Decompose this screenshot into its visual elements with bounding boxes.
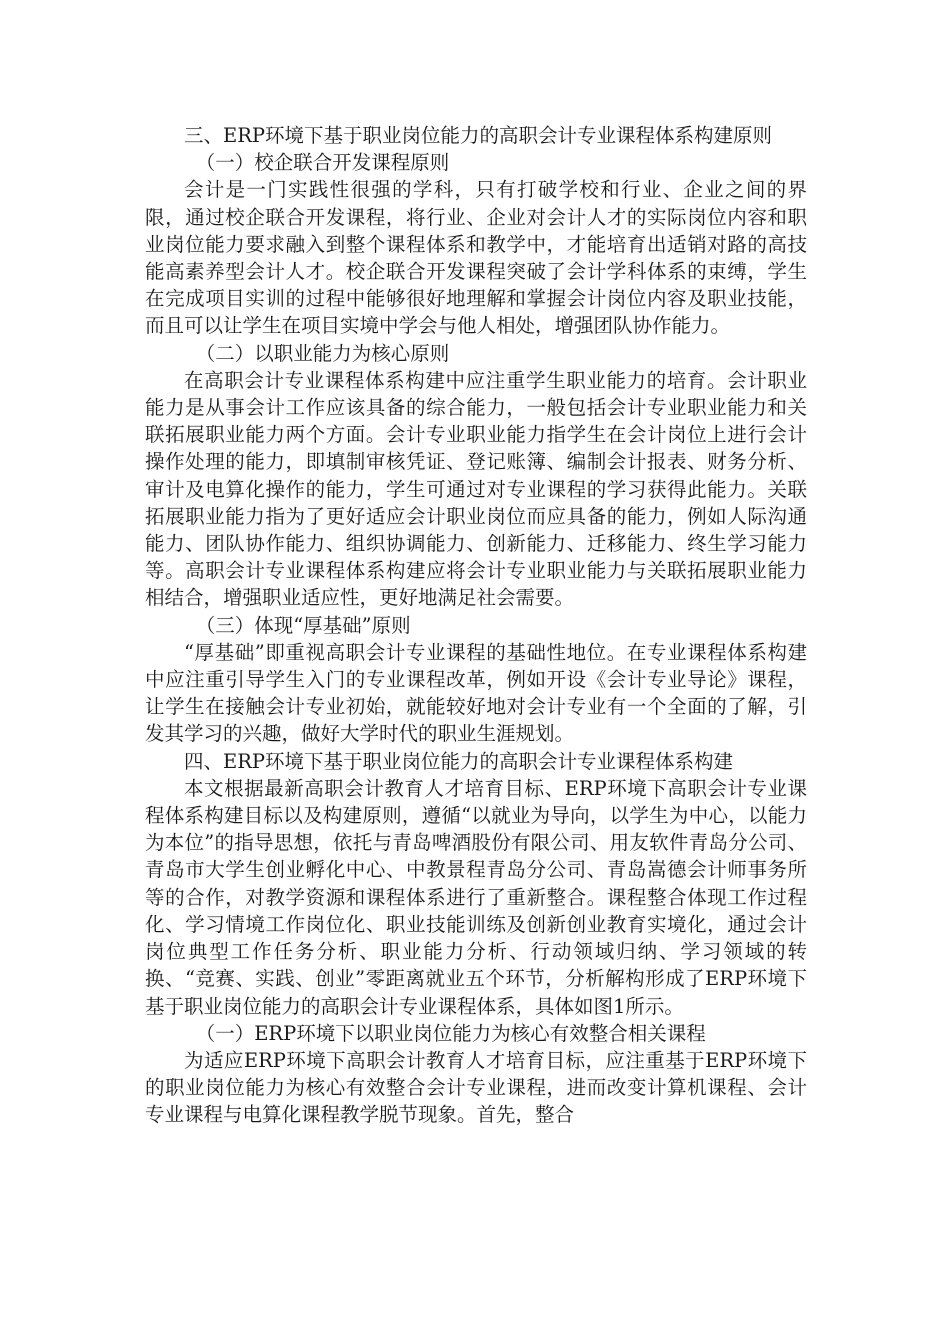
section-3-3-heading: （三）体现“厚基础”原则: [195, 613, 411, 637]
section-4-heading: 四、ERP环境下基于职业岗位能力的高职会计专业课程体系构建: [184, 749, 734, 773]
section-3-1-heading: （一）校企联合开发课程原则: [195, 151, 450, 175]
section-3-2-heading: （二）以职业能力为核心原则: [195, 341, 450, 365]
section-4-1-heading: （一）ERP环境下以职业岗位能力为核心有效整合相关课程: [195, 1021, 706, 1045]
section-4-paragraph: 本文根据最新高职会计教育人才培育目标、ERP环境下高职会计专业课程体系构建目标以及构建原则，遵循“以就业为导向，以学生为中心，以能力为本位”的指导思想，依托与青岛啤酒股份有限公司、用友软件青岛分公司、青岛市大学生创业孵化中心、中教景程青岛分公司、青岛嵩德会计师事务所等的合作，对教学资源和课程体系进行了重新整合。课程整合体现工作过程化、学习情境工作岗位化、职业技能训练及创新创业教育实境化，通过会计岗位典型工作任务分析、职业能力分析、行动领域归纳、学习领域的转换、“竞赛、实践、创业”零距离就业五个环节，分析解构形成了ERP环境下基于职业岗位能力的高职会计专业课程体系，具体如图1所示。: [145, 776, 807, 1018]
section-3-heading: 三、ERP环境下基于职业岗位能力的高职会计专业课程体系构建原则: [184, 124, 773, 147]
section-4-1-paragraph: 为适应ERP环境下高职会计教育人才培育目标，应注重基于ERP环境下的职业岗位能力为核心有效整合会计专业课程，进而改变计算机课程、会计专业课程与电算化课程教学脱节现象。首先，整合: [145, 1048, 807, 1127]
section-3-1-paragraph: 会计是一门实践性很强的学科，只有打破学校和行业、企业之间的界限，通过校企联合开发课程，将行业、企业对会计人才的实际岗位内容和职业岗位能力要求融入到整个课程体系和教学中，才能培育出适销对路的高技能高素养型会计人才。校企联合开发课程突破了会计学科体系的束缚，学生在完成项目实训的过程中能够很好地理解和掌握会计岗位内容及职业技能，而且可以让学生在项目实境中学会与他人相处，增强团队协作能力。: [145, 178, 807, 338]
section-3-3-paragraph: “厚基础”即重视高职会计专业课程的基础性地位。在专业课程体系构建中应注重引导学生入门的专业课程改革，例如开设《会计专业导论》课程，让学生在接触会计专业初始，就能较好地对会计专业有一个全面的了解，引发其学习的兴趣，做好大学时代的职业生涯规划。: [145, 640, 807, 746]
section-3-2-paragraph: 在高职会计专业课程体系构建中应注重学生职业能力的培育。会计职业能力是从事会计工作应该具备的综合能力，一般包括会计专业职业能力和关联拓展职业能力两个方面。会计专业职业能力指学生在会计岗位上进行会计操作处理的能力，即填制审核凭证、登记账簿、编制会计报表、财务分析、审计及电算化操作的能力，学生可通过对专业课程的学习获得此能力。关联拓展职业能力指为了更好适应会计职业岗位而应具备的能力，例如人际沟通能力、团队协作能力、组织协调能力、创新能力、迁移能力、终生学习能力等。高职会计专业课程体系构建应将会计专业职业能力与关联拓展职业能力相结合，增强职业适应性，更好地满足社会需要。: [145, 368, 807, 610]
document-body: [145, 122, 807, 1129]
